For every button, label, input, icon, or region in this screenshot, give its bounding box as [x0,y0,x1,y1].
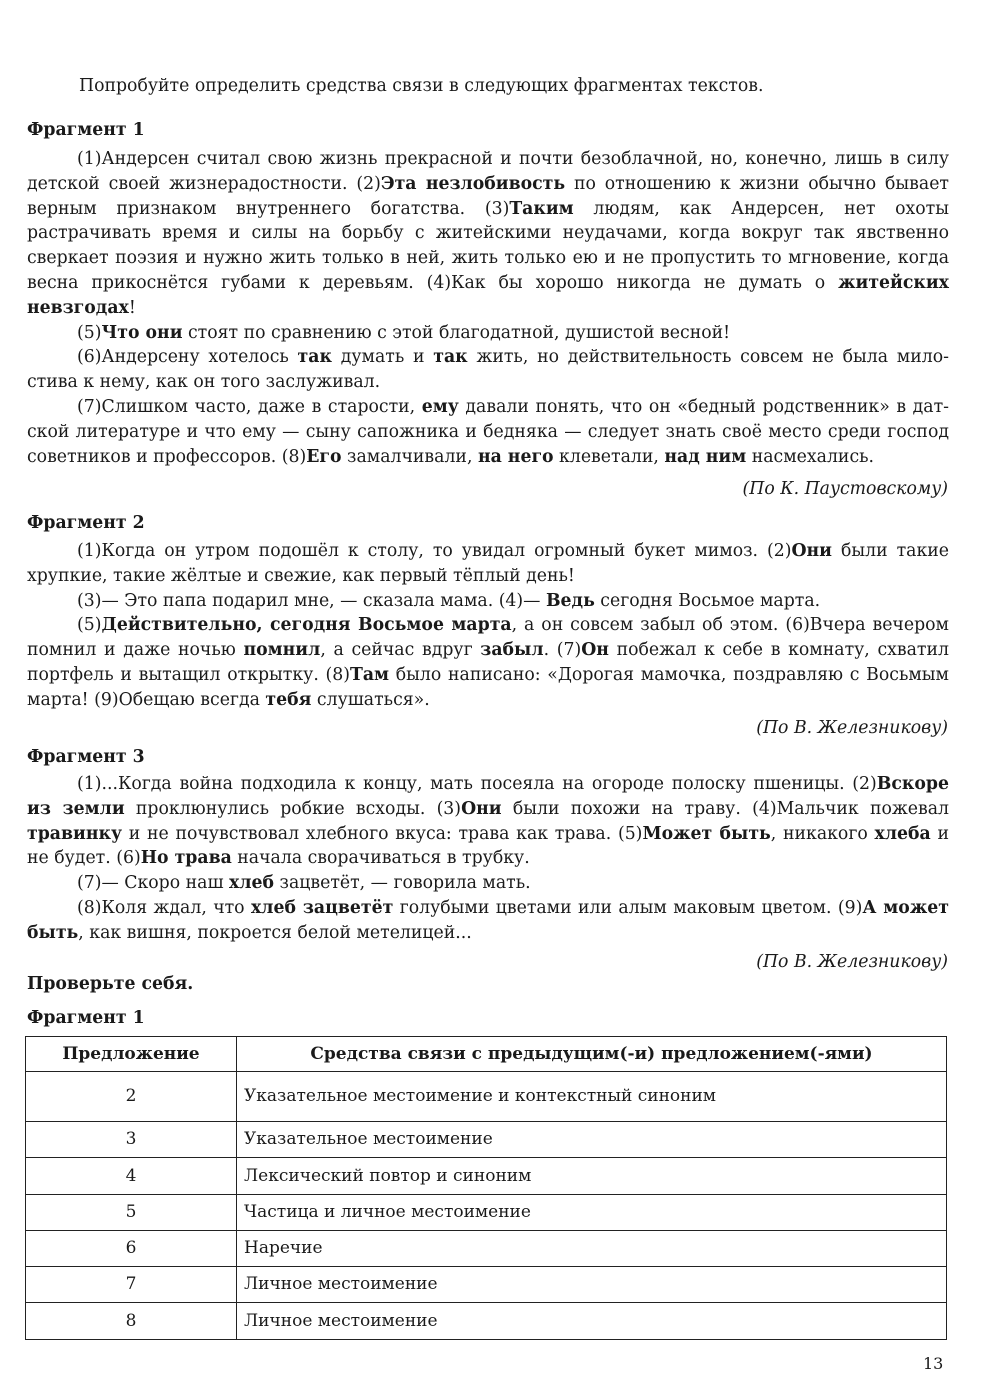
text-run: (1)...Когда война подходила к концу, мать посеяла на огороде полоску пшеницы. (2) [77,774,877,794]
text-run: , как вишня, покроется белой метелицей... [78,922,472,943]
text-run: замалчивали, [341,446,478,467]
answers-table [25,1036,947,1340]
sentence-number: 4 [26,1158,237,1194]
fragment-2-source: (По В. Железникову) [756,718,948,738]
connection-means: Личное местоимение [237,1267,947,1303]
bold-run: хлеб [229,873,275,894]
text-run: побежал к себе в комнату, схватил портфель и вытащил открытку. (8) [27,640,949,685]
text-run: и не будет. (6) [27,823,949,869]
paragraph [27,871,949,896]
text-run: людям, как Андерсен, нет охоты растрачивать время и силы на борьбу с житейскими неудачами, когда вокруг так явственно сверкает поэзия и нужно жить только в ней, жить только ею и не пропустить то мгновение, когда весна прикоснётся губами к деревьям. (4)Как бы хорошо никогда не думать о [27,198,950,293]
text-run: были похожи на траву. (4)Мальчик пожевал [501,798,949,819]
column-header-sentence: Предложение [26,1037,237,1072]
connection-means: Частица и личное местоимение [237,1194,947,1230]
sentence-number: 7 [26,1267,237,1303]
bold-run: Эта незлобивость [380,173,566,194]
text-run: (5) [77,615,102,636]
bold-run: так [297,347,332,368]
text-run: сегодня Восьмое марта. [594,590,821,611]
text-run: (1)Когда он утром подошёл к столу, то увидал огромный букет мимоз. (2) [77,541,792,561]
paragraph [27,539,949,589]
text-run: начала сворачиваться в трубку. [231,848,530,869]
bold-run: А может быть [27,897,949,943]
connection-means: Указательное местоимение [237,1122,947,1158]
fragment-1-source: (По К. Паустовскому) [742,479,948,499]
fragment-3-title: Фрагмент 3 [27,747,145,767]
paragraph [27,613,949,712]
table-row [26,1072,947,1122]
bold-run: Его [306,446,342,467]
fragment-3-source: (По В. Железникову) [756,952,948,972]
connection-means: Личное местоимение [237,1303,947,1339]
text-run: и не почувствовал хлебного вкуса: трава как трава. (5) [122,823,643,844]
text-run: по отношению к жизни обычно бывает верным признаком внутреннего богатства. (3) [27,173,949,219]
fragment-3-text [27,772,949,946]
text-run: (1)Андерсен считал свою жизнь прекрасной и почти безоблачной, но, конечно, лишь в силу детской своей жизнерадостности. (2) [27,149,949,194]
table-row [26,1230,947,1266]
text-run: было написано: «Дорогая мамочка, поздравляю с Восьмым марта! (9)Обещаю всегда [27,664,949,710]
paragraph [27,395,949,469]
bold-run: Он [581,640,609,661]
table-row [26,1267,947,1303]
text-run: зацветёт, — говорила мать. [274,873,531,894]
fragment-2-title: Фрагмент 2 [27,513,145,533]
bold-run: Может быть [642,823,771,844]
connection-means: Наречие [237,1230,947,1266]
sentence-number: 8 [26,1303,237,1339]
text-run: давали понять, что он «бедный родственник» в датской литературе и что ему — сыну сапожника и бедняка — следует знать своё место среди господ советников и профессоров. (8) [27,396,950,467]
table-row [26,1158,947,1194]
text-run: стоят по сравнению с этой благодатной, душистой весной! [182,322,731,343]
text-run: ! [128,297,136,318]
bold-run: тебя [265,689,312,710]
bold-run: Действительно, сегодня Восьмое марта [101,615,512,636]
bold-run: так [433,347,468,368]
bold-run: травинку [27,823,123,844]
bold-run: житейских невзгодах [27,272,949,318]
sentence-number: 6 [26,1230,237,1266]
table-header-row [26,1037,947,1072]
text-run: (8)Коля ждал, что [77,897,251,918]
text-run: были такие хрупкие, такие жёлтые и свежие, как первый тёплый день! [27,541,949,586]
bold-run: Ведь [545,590,595,611]
text-run: (5) [77,322,102,343]
check-fragment-title: Фрагмент 1 [27,1008,145,1028]
text-run: (3)— Это папа подарил мне, — сказала мама. (4)— [77,590,546,611]
paragraph [27,772,949,871]
paragraph [27,321,949,346]
page-number: 13 [923,1354,944,1373]
bold-run: над ним [664,446,747,467]
bold-run: ему [421,396,459,417]
table-row [26,1303,947,1339]
bold-run: Они [461,798,502,819]
fragment-2-text [27,539,949,713]
paragraph [27,896,949,946]
text-run: , никакого [770,823,875,844]
table-row [26,1194,947,1230]
text-run: (7)— Скоро наш [77,873,230,894]
fragment-1-title: Фрагмент 1 [27,120,145,140]
bold-run: Там [350,664,390,685]
paragraph [27,589,949,614]
paragraph [27,345,949,395]
text-run: (6)Андерсену хотелось [77,347,298,368]
text-run: проклюнулись робкие всходы. (3) [124,798,462,819]
paragraph [27,147,949,321]
bold-run: хлеба [874,823,931,844]
column-header-means: Средства связи с предыдущим(-и) предложением(-ями) [237,1037,947,1072]
text-run: , а он совсем забыл об этом. (6)Вчера вечером помнил и даже ночью [27,615,949,661]
sentence-number: 2 [26,1072,237,1122]
bold-run: Они [791,541,833,561]
check-heading: Проверьте себя. [27,974,194,994]
text-run: клеветали, [553,446,665,467]
bold-run: Таким [509,198,574,219]
text-run: насмехались. [746,446,875,467]
sentence-number: 5 [26,1194,237,1230]
bold-run: помнил [243,640,321,661]
bold-run: Но трава [140,848,232,869]
connection-means: Лексический повтор и синоним [237,1158,947,1194]
fragment-1-text [27,147,949,469]
text-run: думать и [331,347,434,368]
bold-run: хлеб зацветёт [250,897,394,918]
text-run: жить, но действительность совсем не была милостива к нему, как он того заслуживал. [27,347,949,393]
sentence-number: 3 [26,1122,237,1158]
text-run: (7)Слишком часто, даже в старости, [77,396,422,417]
bold-run: забыл [480,640,544,661]
text-run: , а сейчас вдруг [320,640,481,661]
connection-means: Указательное местоимение и контекстный синоним [237,1072,947,1122]
table-row [26,1122,947,1158]
text-run: голубыми цветами или алым маковым цветом. (9) [393,897,863,918]
bold-run: Вскоре из земли [27,774,949,819]
bold-run: Что они [101,322,183,343]
intro-text: Попробуйте определить средства связи в следующих фрагментах текстов. [79,76,764,96]
text-run: . (7) [543,640,582,661]
text-run: слушаться». [311,689,430,710]
bold-run: на него [477,446,554,467]
